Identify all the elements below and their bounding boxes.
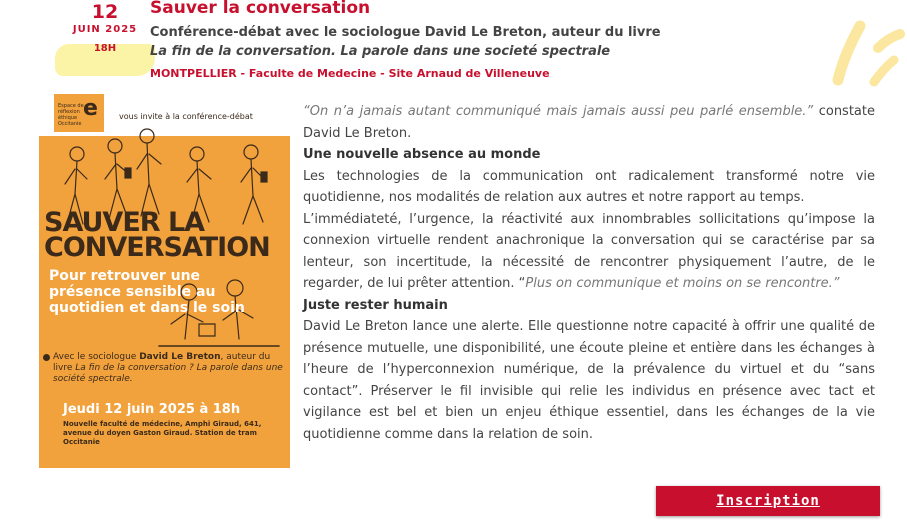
poster-logo-letter: e bbox=[83, 96, 98, 121]
paragraph-1: Les technologies de la communication ont radicalement transformé notre vie quotidienne, nos modalités de relation aux autres et notre rapport au temps. bbox=[303, 168, 875, 205]
paragraph-2 bbox=[303, 209, 875, 295]
poster-invite: vous invite à la conférence-débat bbox=[119, 112, 253, 121]
paragraph-2-quote: Plus on communique et moins on se rencontre.” bbox=[525, 276, 840, 291]
poster-tagline: Pour retrouver une présence sensible au quotidien et dans le soin bbox=[49, 268, 245, 316]
poster-headline bbox=[44, 207, 289, 263]
poster-headline-line2: CONVERSATION bbox=[44, 232, 270, 263]
quote-text: “On n’a jamais autant communiqué mais jamais aussi peu parlé ensemble.” bbox=[303, 104, 814, 119]
event-date bbox=[55, 0, 155, 76]
event-poster bbox=[39, 94, 290, 468]
inscription-button[interactable]: Inscription bbox=[656, 486, 880, 516]
event-location: MONTPELLIER - Faculte de Medecine - Site Arnaud de Villeneuve bbox=[150, 67, 550, 80]
poster-logo-text: Espace de réflexion éthique Occitanie bbox=[58, 103, 84, 127]
poster-author-book: La fin de la conversation ? La parole dans une société spectrale. bbox=[53, 363, 283, 384]
decorative-strokes-icon bbox=[830, 20, 907, 90]
section-heading-humain: Juste rester humain bbox=[303, 297, 448, 313]
paragraph-3: David Le Breton lance une alerte. Elle questionne notre capacité à offrir une qualité de présence mutuelle, une disponibilité, une écoute pleine et entière dans les échanges à l’heure de l’hyperconnexion numérique, de la prévalence du virtuel et du “sans contact”. Préserver le fil invisible qui relie les individus en présence avec tact et vigilance est bel et bien un enjeu éthique essentiel, dans les échanges de la vie quotidienne comme dans la relation de soin. bbox=[303, 319, 875, 442]
date-time: 18H bbox=[93, 43, 117, 54]
poster-headline-line1: SAUVER LA bbox=[44, 207, 205, 238]
article-body bbox=[303, 101, 875, 445]
bullet-icon bbox=[43, 354, 50, 361]
poster-when: Jeudi 12 juin 2025 à 18h bbox=[63, 402, 241, 417]
event-book-title: La fin de la conversation. La parole dans une societé spectrale bbox=[150, 44, 611, 59]
poster-author bbox=[53, 352, 283, 385]
event-subtitle: Conférence-débat avec le sociologue David Le Breton, auteur du livre bbox=[150, 25, 661, 40]
article-quote bbox=[303, 101, 875, 144]
poster-author-rest: , auteur du livre bbox=[53, 352, 271, 373]
event-title: Sauver la conversation bbox=[150, 0, 371, 18]
date-month: JUIN 2025 bbox=[72, 24, 138, 35]
poster-author-name: David Le Breton bbox=[139, 352, 221, 362]
poster-address: Nouvelle faculté de médecine, Amphi Giraud, 641, avenue du doyen Gaston Giraud. Station de tram Occitanie bbox=[63, 420, 262, 446]
quote-attribution: constate David Le Breton. bbox=[303, 104, 875, 141]
poster-author-intro: Avec le sociologue bbox=[53, 352, 140, 362]
section-heading-absence: Une nouvelle absence au monde bbox=[303, 147, 541, 162]
date-day: 12 bbox=[91, 1, 119, 23]
paragraph-2-text: L’immédiateté, l’urgence, la réactivité aux innombrables sollicitations qu’impose la connexion virtuelle rendent anachronique la conversation qui se caractérise par sa lenteur, son incertitude, la nécessité de rencontrer physiquement l’autre, de le regarder, de lui prêter attention. “ bbox=[303, 211, 875, 291]
